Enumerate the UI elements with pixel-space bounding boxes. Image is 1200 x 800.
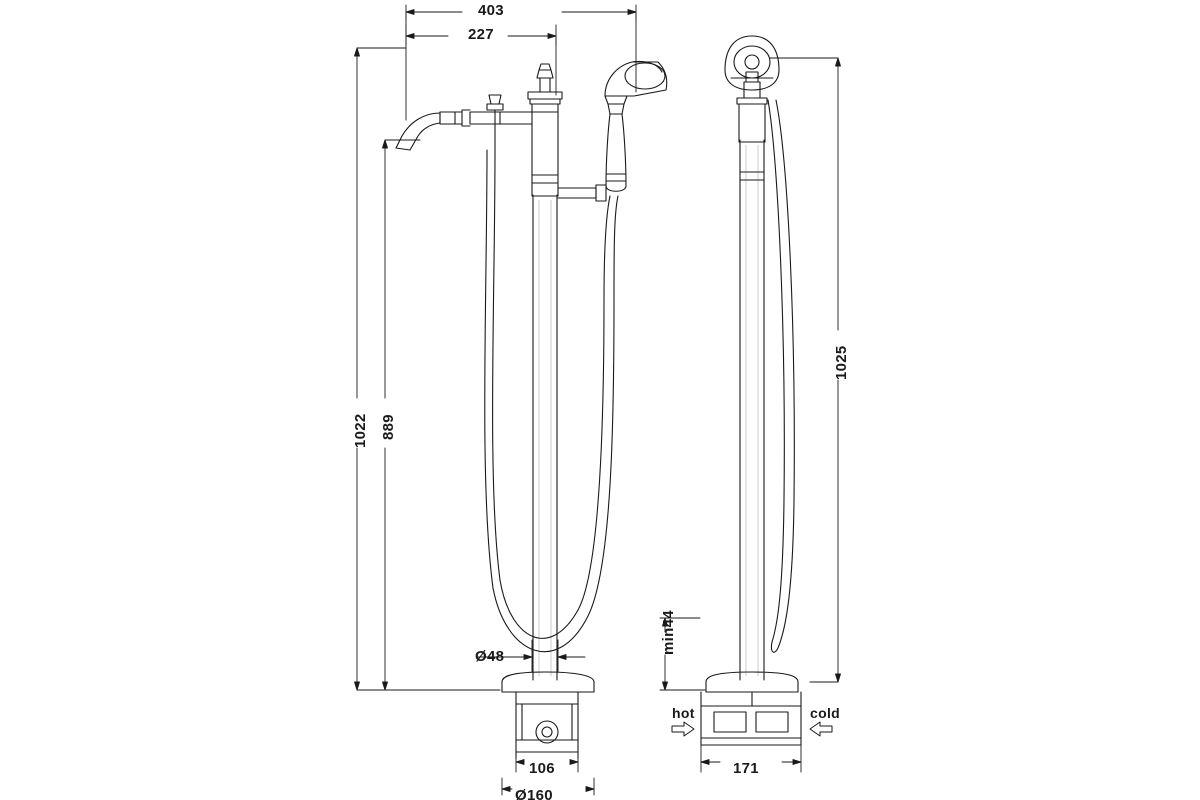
spout: [396, 110, 532, 150]
dim-label-overall-width: 403: [478, 2, 504, 19]
shower-hose: [485, 150, 618, 652]
dim-label-base-width: 106: [529, 760, 555, 777]
dim-overall-width: [406, 5, 636, 120]
base-flange-side: [701, 672, 801, 745]
dim-label-base-plate-diameter: Ø160: [515, 787, 553, 800]
dim-label-min-clearance: min44: [660, 610, 677, 655]
hot-arrow-icon: [672, 722, 694, 736]
diverter-knob: [487, 95, 503, 150]
dim-label-riser-diameter: Ø48: [475, 648, 505, 665]
dim-label-overall-height-left: 1022: [352, 413, 369, 448]
dim-label-side-base-width: 171: [733, 760, 759, 777]
side-riser-pipe: [740, 140, 764, 680]
mixer-body: [528, 92, 562, 196]
dim-label-spout-height: 889: [380, 414, 397, 440]
hot-inlet-label: hot: [672, 705, 695, 721]
base-flange-front: [502, 672, 594, 758]
side-mixer-body: [737, 72, 767, 142]
dim-label-spout-offset: 227: [468, 26, 494, 43]
riser-pipe: [533, 195, 557, 680]
dim-label-overall-height-right: 1025: [833, 345, 850, 380]
mixer-handle: [537, 64, 553, 92]
dim-overall-height-left: [355, 48, 501, 690]
cold-arrow-icon: [810, 722, 832, 736]
side-shower-hose: [768, 100, 794, 652]
handset-holder: [558, 185, 606, 201]
cold-inlet-label: cold: [810, 705, 840, 721]
